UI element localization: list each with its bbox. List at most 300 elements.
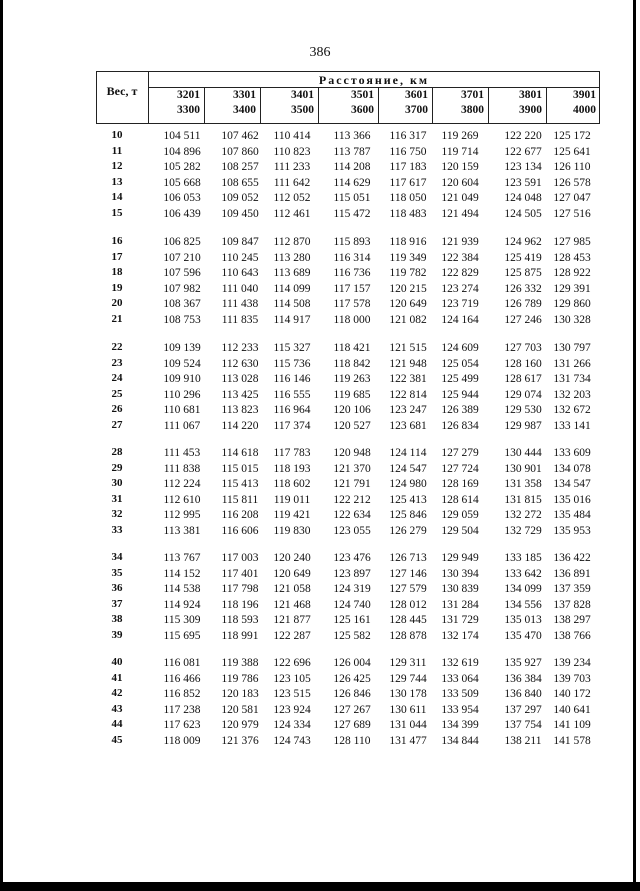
table-cell: 117 783 [273,447,311,459]
table-cell: 126 578 [553,176,591,189]
table-cell: 111 838 [163,462,201,475]
table-cell: 116 964 [273,404,311,416]
range-from: 3201 [177,89,200,101]
table-cell: 124 319 [333,583,371,595]
table-cell: 115 695 [163,629,201,642]
table-cell: 112 052 [273,192,311,204]
table-cell: 141 109 [553,719,591,731]
table-cell: 125 172 [553,130,591,142]
table-cell: 108 753 [163,313,201,326]
table-cell: 119 349 [389,251,427,264]
table-cell: 120 215 [389,282,427,295]
table-cell: 114 152 [163,567,201,580]
range-to: 3700 [405,104,428,116]
table-cell: 127 579 [389,583,427,595]
table-cell: 122 220 [504,130,542,142]
table-cell: 118 196 [221,598,259,611]
table-cell: 114 220 [221,419,259,432]
weight-label: 45 [111,733,123,746]
weight-label: 14 [111,191,123,203]
table-cell: 116 081 [163,657,201,669]
table-cell: 113 689 [273,267,311,279]
table-cell: 115 309 [163,614,201,626]
range-from: 3401 [291,89,314,101]
table-cell: 111 233 [273,161,311,173]
table-cell: 123 247 [389,404,427,416]
table-cell: 129 059 [441,509,479,521]
table-cell: 133 609 [553,447,591,459]
table-cell: 127 703 [504,342,542,354]
table-cell: 133 642 [504,567,542,580]
table-cell: 118 000 [333,313,371,326]
weight-label: 41 [111,671,123,684]
table-cell: 119 782 [389,267,427,279]
table-cell: 122 287 [273,629,311,642]
table-cell: 116 736 [333,267,371,279]
table-cell: 121 370 [333,462,371,475]
range-from: 3501 [351,89,374,101]
weight-label: 25 [111,387,123,400]
table-cell: 128 922 [553,267,591,279]
table-cell: 104 896 [163,145,201,158]
table-cell: 137 359 [553,583,591,595]
weight-label: 33 [111,523,123,536]
table-cell: 126 846 [333,688,371,700]
table-cell: 139 703 [553,672,591,685]
table-cell: 130 797 [553,342,591,354]
weight-label: 13 [111,175,123,188]
weight-label: 19 [111,281,123,294]
table-cell: 129 860 [553,298,591,310]
table-cell: 127 689 [333,719,371,731]
weight-label: 36 [111,582,123,594]
table-cell: 120 240 [273,552,311,564]
table-cell: 124 980 [389,478,427,490]
table-cell: 123 924 [273,703,311,716]
range-to: 4000 [573,104,596,116]
table-cell: 118 483 [389,207,427,220]
weight-column-header: Вес, т [106,84,138,98]
table-cell: 114 508 [273,298,311,310]
table-cell: 123 515 [273,688,311,700]
table-cell: 118 916 [389,236,427,248]
table-cell: 128 614 [441,493,479,506]
table-cell: 124 164 [441,313,479,326]
table-cell: 127 985 [553,236,591,248]
table-cell: 120 527 [333,419,371,432]
table-cell: 134 099 [504,583,542,595]
table-cell: 120 979 [221,719,259,731]
table-cell: 120 183 [221,688,259,700]
table-cell: 113 823 [221,404,259,416]
table-cell: 130 444 [504,447,542,459]
table-cell: 123 719 [441,298,479,310]
weight-label: 42 [111,687,123,699]
table-cell: 122 384 [441,251,479,264]
weight-label: 10 [111,129,123,141]
table-cell: 131 284 [441,598,479,611]
table-cell: 109 052 [221,192,259,204]
table-cell: 111 642 [273,176,311,189]
range-from: 3701 [461,89,484,101]
table-cell: 104 511 [163,130,201,142]
table-cell: 122 829 [441,267,479,279]
table-cell: 112 870 [273,236,311,248]
table-cell: 107 210 [163,251,201,264]
table-cell: 123 476 [333,552,371,564]
table-cell: 128 617 [504,373,542,385]
table-cell: 111 453 [163,447,201,459]
table-cell: 112 630 [221,357,259,370]
table-cell: 126 425 [333,672,371,685]
table-cell: 114 924 [163,598,201,611]
table-cell: 124 114 [389,447,427,459]
table-cell: 114 629 [333,176,371,189]
table-cell: 118 193 [273,462,311,475]
table-cell: 134 399 [441,719,479,731]
table-cell: 126 834 [441,419,479,432]
table-cell: 126 279 [389,524,427,537]
table-cell: 106 439 [163,207,201,220]
table-cell: 114 099 [273,282,311,295]
table-cell: 120 581 [221,703,259,716]
table-cell: 124 547 [389,462,427,475]
table-cell: 116 314 [333,251,371,264]
table-cell: 107 462 [221,130,259,142]
table-cell: 110 296 [163,388,201,401]
table-cell: 118 602 [273,478,311,490]
table-cell: 129 987 [504,419,542,432]
range-from: 3601 [405,89,428,101]
table-cell: 119 421 [273,509,311,521]
table-cell: 119 714 [441,145,479,158]
table-cell: 126 004 [333,657,371,669]
table-cell: 124 743 [273,734,311,747]
table-cell: 107 596 [163,267,201,279]
table-cell: 140 641 [553,703,591,716]
table-cell: 116 466 [163,672,201,685]
table-cell: 127 246 [504,313,542,326]
table-cell: 116 208 [221,509,259,521]
table-cell: 121 376 [221,734,259,747]
range-to: 3300 [177,104,200,116]
range-to: 3800 [461,104,484,116]
table-cell: 106 825 [163,236,201,248]
table-cell: 109 910 [163,373,201,385]
range-from: 3901 [573,89,596,101]
table-cell: 134 844 [441,734,479,747]
table-cell: 133 141 [553,419,591,432]
table-cell: 116 146 [273,373,311,385]
table-cell: 125 161 [333,614,371,626]
table-cell: 135 016 [553,493,591,506]
weight-label: 26 [111,403,123,415]
weight-label: 31 [111,492,123,505]
table-cell: 125 499 [441,373,479,385]
table-cell: 121 939 [441,236,479,248]
table-cell: 114 618 [221,447,259,459]
table-cell: 124 334 [273,719,311,731]
table-cell: 120 649 [389,298,427,310]
table-cell: 137 828 [553,598,591,611]
weight-label: 17 [111,250,123,263]
table-cell: 131 044 [389,719,427,731]
table-cell: 110 823 [273,145,311,158]
table-cell: 128 160 [504,357,542,370]
table-cell: 113 787 [333,145,371,158]
table-cell: 131 815 [504,493,542,506]
weight-label: 15 [111,206,123,219]
table-cell: 111 835 [221,313,259,326]
table-cell: 132 729 [504,524,542,537]
weight-label: 23 [111,356,123,369]
table-cell: 120 106 [333,404,371,416]
weight-label: 37 [111,597,123,610]
scan-edge-bottom [0,882,640,891]
table-cell: 131 477 [389,734,427,747]
table-cell: 141 578 [553,734,591,747]
table-cell: 124 048 [504,192,542,204]
table-cell: 138 766 [553,629,591,642]
table-cell: 116 852 [163,688,201,700]
table-cell: 122 634 [333,509,371,521]
table-cell: 127 516 [553,207,591,220]
table-cell: 136 384 [504,672,542,685]
weight-label: 34 [111,551,123,563]
table-cell: 131 266 [553,357,591,370]
table-cell: 115 893 [333,236,371,248]
table-cell: 109 450 [221,207,259,220]
table-cell: 129 391 [553,282,591,295]
range-to: 3400 [233,104,256,116]
table-cell: 135 470 [504,629,542,642]
table-cell: 125 419 [504,251,542,264]
table-cell: 137 754 [504,719,542,731]
table-cell: 115 015 [221,462,259,475]
table-cell: 115 051 [333,192,371,204]
table-cell: 130 611 [389,703,427,716]
table-cell: 134 547 [553,478,591,490]
table-cell: 118 050 [389,192,427,204]
table-cell: 128 110 [333,734,371,747]
table-cell: 119 830 [273,524,311,537]
table-cell: 117 401 [221,567,259,580]
table-cell: 113 280 [273,251,311,264]
table-cell: 121 494 [441,207,479,220]
weight-label: 43 [111,702,123,715]
table-cell: 139 234 [553,657,591,669]
table-cell: 117 238 [163,703,201,716]
table-cell: 120 159 [441,161,479,173]
table-cell: 116 317 [389,130,427,142]
table-cell: 124 740 [333,598,371,611]
table-cell: 126 713 [389,552,427,564]
table-cell: 124 962 [504,236,542,248]
table-cell: 114 538 [163,583,201,595]
table-cell: 127 146 [389,567,427,580]
table-cell: 127 724 [441,462,479,475]
table-cell: 118 593 [221,614,259,626]
table-cell: 120 649 [273,567,311,580]
table-cell: 123 134 [504,161,542,173]
table-cell: 138 297 [553,614,591,626]
weight-label: 18 [111,266,123,278]
weight-label: 35 [111,566,123,579]
weight-label: 11 [111,144,123,157]
table-cell: 133 064 [441,672,479,685]
table-cell: 129 074 [504,388,542,401]
table-cell: 121 468 [273,598,311,611]
table-cell: 136 422 [553,552,591,564]
table-cell: 130 394 [441,567,479,580]
weight-label: 30 [111,477,123,489]
table-cell: 125 944 [441,388,479,401]
table-cell: 131 729 [441,614,479,626]
table-cell: 133 185 [504,552,542,564]
table-cell: 109 847 [221,236,259,248]
table-cell: 123 591 [504,176,542,189]
table-cell: 116 606 [221,524,259,537]
range-to: 3900 [519,104,542,116]
table-cell: 126 789 [504,298,542,310]
table-cell: 122 381 [389,373,427,385]
table-cell: 110 643 [221,267,259,279]
table-cell: 119 388 [221,657,259,669]
table-cell: 106 053 [163,192,201,204]
table-cell: 125 846 [389,509,427,521]
table-cell: 115 811 [221,493,259,506]
table-cell: 119 269 [441,130,479,142]
table-cell: 130 901 [504,462,542,475]
table-cell: 123 105 [273,672,311,685]
table-cell: 112 610 [163,493,201,506]
table-cell: 128 169 [441,478,479,490]
range-from: 3801 [519,89,542,101]
table-cell: 116 750 [389,145,427,158]
table-cell: 128 445 [389,614,427,626]
table-cell: 121 791 [333,478,371,490]
table-cell: 122 814 [389,388,427,401]
table-cell: 133 954 [441,703,479,716]
table-cell: 120 604 [441,176,479,189]
table-cell: 135 927 [504,657,542,669]
table-cell: 114 917 [273,313,311,326]
weight-label: 44 [111,718,123,730]
table-cell: 112 224 [163,478,201,490]
table-cell: 129 504 [441,524,479,537]
table-cell: 121 948 [389,357,427,370]
table-cell: 109 139 [163,342,201,354]
weight-label: 27 [111,418,123,431]
table-cell: 119 786 [221,672,259,685]
distance-header-underline [148,87,600,88]
table-cell: 132 203 [553,388,591,401]
table-cell: 110 414 [273,130,311,142]
table-cell: 116 555 [273,388,311,401]
table-cell: 128 453 [553,251,591,264]
table-cell: 118 009 [163,734,201,747]
table-cell: 105 668 [163,176,201,189]
weight-label: 21 [111,312,123,325]
table-cell: 113 028 [221,373,259,385]
table-cell: 115 413 [221,478,259,490]
table-cell: 107 860 [221,145,259,158]
table-cell: 109 524 [163,357,201,370]
table-cell: 133 509 [441,688,479,700]
table-cell: 126 389 [441,404,479,416]
table-cell: 125 875 [504,267,542,279]
weight-label: 32 [111,508,123,520]
table-cell: 105 282 [163,161,201,173]
table-cell: 132 174 [441,629,479,642]
table-cell: 134 556 [504,598,542,611]
table-cell: 117 617 [389,176,427,189]
table-cell: 130 839 [441,583,479,595]
table-cell: 117 798 [221,583,259,595]
table-cell: 123 897 [333,567,371,580]
table-cell: 111 067 [163,419,201,432]
scan-edge-left [0,0,3,891]
table-cell: 132 272 [504,509,542,521]
range-to: 3500 [291,104,314,116]
table-cell: 140 172 [553,688,591,700]
table-cell: 111 438 [221,298,259,310]
table-cell: 130 328 [553,313,591,326]
distance-header: Расстояние, км [318,73,430,87]
table-cell: 118 991 [221,629,259,642]
table-cell: 108 655 [221,176,259,189]
table-cell: 114 208 [333,161,371,173]
table-cell: 117 183 [389,161,427,173]
weight-label: 38 [111,613,123,625]
table-cell: 128 012 [389,598,427,611]
table-cell: 125 641 [553,145,591,158]
scan-edge-right [633,0,636,891]
table-cell: 135 484 [553,509,591,521]
table-cell: 122 212 [333,493,371,506]
table-cell: 118 842 [333,357,371,370]
table-cell: 136 891 [553,567,591,580]
table-cell: 125 413 [389,493,427,506]
table-cell: 122 677 [504,145,542,158]
table-cell: 132 672 [553,404,591,416]
table-cell: 113 366 [333,130,371,142]
table-cell: 135 013 [504,614,542,626]
table-cell: 123 055 [333,524,371,537]
table-cell: 111 040 [221,282,259,295]
table-cell: 119 011 [273,493,311,506]
page-number: 386 [309,45,331,60]
table-cell: 129 744 [389,672,427,685]
table-cell: 128 878 [389,629,427,642]
table-cell: 119 263 [333,373,371,385]
table-cell: 117 623 [163,719,201,731]
weight-label: 39 [111,628,123,641]
table-cell: 121 877 [273,614,311,626]
table-cell: 110 245 [221,251,259,264]
table-cell: 121 515 [389,342,427,354]
table-cell: 108 367 [163,298,201,310]
table-cell: 119 685 [333,388,371,401]
table-cell: 129 530 [504,404,542,416]
table-cell: 117 374 [273,419,311,432]
table-cell: 118 421 [333,342,371,354]
table-cell: 127 047 [553,192,591,204]
table-cell: 113 767 [163,552,201,564]
table-cell: 138 211 [504,734,542,747]
table-cell: 125 582 [333,629,371,642]
table-cell: 121 058 [273,583,311,595]
